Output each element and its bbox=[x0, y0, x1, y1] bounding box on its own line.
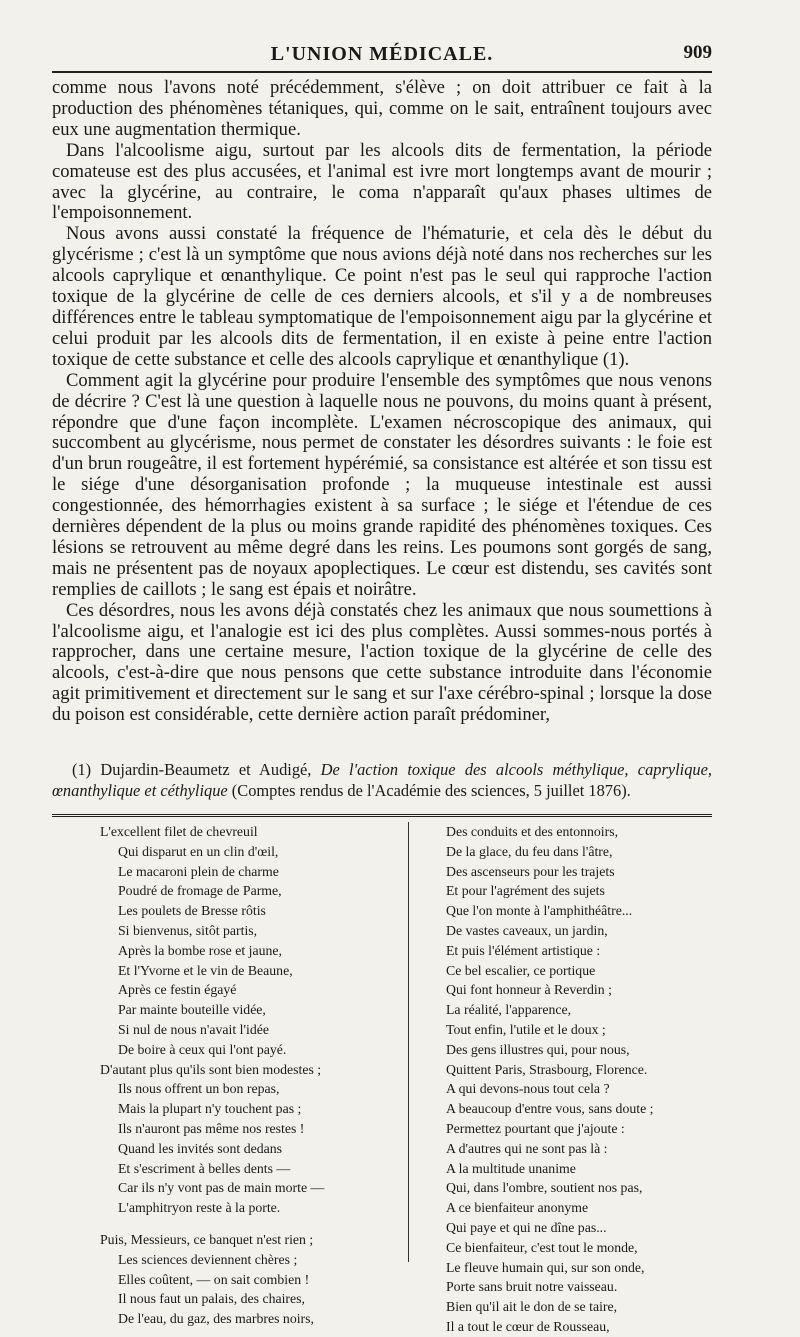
poem-line: Elles coûtent, — on sait combien ! bbox=[118, 1271, 310, 1287]
paragraph: Nous avons aussi constaté la fréquence de l'hématurie, et cela dès le début du glycérisme ; c'est là un symptôme que nous avions déjà noté dans nos recherches sur les alcools caprylique et œnanthylique. Ce point n'est pas le seul qui rapproche l'action toxique de la glycérine de celle de ces derniers alcools, et s'il y a de nombreuses différences entre le tableau symptomatique de l'empoisonnement aigu par la glycérine et celui produit par les alcools dits de fermentation, il en existe à peine entre l'action toxique de cette substance et celle des alcools caprylique et œnanthylique (1). bbox=[52, 223, 712, 370]
poem-line: Porte sans bruit notre vaisseau. bbox=[446, 1279, 618, 1295]
poem-line: La réalité, l'apparence, bbox=[446, 1002, 572, 1018]
poem-line: L'excellent filet de chevreuil bbox=[100, 824, 258, 839]
poem-line: Quand les invités sont dedans bbox=[118, 1140, 283, 1156]
poem-line: Le macaroni plein de charme bbox=[118, 863, 279, 879]
poem-line: Ce bel escalier, ce portique bbox=[446, 962, 596, 978]
poem-line: Et pour l'agrément des sujets bbox=[446, 883, 605, 899]
poem-line: De boire à ceux qui l'ont payé. bbox=[118, 1041, 287, 1057]
poem-right-column bbox=[446, 822, 653, 1337]
poem-line: A d'autres qui ne sont pas là : bbox=[446, 1140, 608, 1156]
poem-line: Quittent Paris, Strasbourg, Florence. bbox=[446, 1061, 648, 1077]
poem-line: Qui font honneur à Reverdin ; bbox=[446, 982, 612, 998]
poem-line: Mais la plupart n'y touchent pas ; bbox=[118, 1101, 302, 1117]
poem-line: A la multitude unanime bbox=[446, 1160, 576, 1176]
footnote-cited-title: De l'action toxique des alcools méthylique, caprylique, œnanthylique et céthylique bbox=[52, 760, 712, 800]
poem-line: Le fleuve humain qui, sur son onde, bbox=[446, 1259, 645, 1275]
poem-line: De vastes caveaux, un jardin, bbox=[446, 922, 608, 938]
poem-line: A beaucoup d'entre vous, sans doute ; bbox=[446, 1101, 654, 1117]
poem-left-column bbox=[100, 822, 324, 1329]
page-number: 909 bbox=[683, 42, 712, 63]
poem-line: Il a tout le cœur de Rousseau, bbox=[446, 1318, 610, 1334]
poem-line: Bien qu'il ait le don de se taire, bbox=[446, 1299, 618, 1315]
running-header bbox=[52, 40, 712, 68]
poem-line: Des ascenseurs pour les trajets bbox=[446, 863, 615, 879]
footnote-marker: (1) Dujardin-Beaumetz et Audigé, bbox=[72, 760, 312, 779]
poem-line: Des conduits et des entonnoirs, bbox=[446, 824, 619, 839]
poem-line: A ce bienfaiteur anonyme bbox=[446, 1200, 589, 1216]
poem-line: Après ce festin égayé bbox=[118, 982, 237, 998]
poem-line: Puis, Messieurs, ce banquet n'est rien ; bbox=[100, 1231, 314, 1247]
journal-title: L'UNION MÉDICALE. bbox=[270, 42, 494, 65]
poem-line: L'amphitryon reste à la porte. bbox=[118, 1200, 281, 1216]
poem-line: Qui paye et qui ne dîne pas... bbox=[446, 1219, 607, 1235]
poem-line: Il nous faut un palais, des chaires, bbox=[118, 1291, 305, 1307]
footnote bbox=[52, 760, 712, 801]
poem-line: Qui disparut en un clin d'œil, bbox=[118, 843, 279, 859]
poem-line: Ce bienfaiteur, c'est tout le monde, bbox=[446, 1239, 638, 1255]
stanza-break bbox=[100, 1218, 324, 1230]
poem-line: Par mainte bouteille vidée, bbox=[118, 1002, 266, 1018]
poem-line: Les poulets de Bresse rôtis bbox=[118, 903, 266, 919]
paragraph: Comment agit la glycérine pour produire l'ensemble des symptômes que nous venons de décrire ? C'est là une question à laquelle nous ne pouvons, du moins quant à présent, répondre que d'une façon incomplète. L'examen nécroscopique des animaux, qui succombent au glycérisme, nous permet de constater les désordres suivants : le foie est d'un brun rougeâtre, il est fortement hypérémié, sa consistance est altérée et son tissu est le siége d'une désorganisation profonde ; la muqueuse intestinale est aussi congestionnée, des hémorrhagies existent à sa surface ; le siége et l'étendue de ces dernières dépendent de la plus ou moins grande rapidité des phénomènes toxiques. Ces lésions se retrouvent au même degré dans les reins. Les poumons sont gorgés de sang, mais ne présentent pas de noyaux apoplectiques. Le cœur est distendu, ses cavités sont remplies de caillots ; le sang est épais et noirâtre. bbox=[52, 369, 712, 600]
main-article-text bbox=[52, 78, 712, 726]
header-rule bbox=[52, 71, 712, 73]
poem-line: Les sciences deviennent chères ; bbox=[118, 1251, 298, 1267]
poem-line: Permettez pourtant que j'ajoute : bbox=[446, 1120, 625, 1136]
poem-line: Que l'on monte à l'amphithéâtre... bbox=[446, 903, 633, 919]
poem-line: Après la bombe rose et jaune, bbox=[118, 942, 282, 958]
section-divider bbox=[52, 814, 712, 820]
poem-line: De la glace, du feu dans l'âtre, bbox=[446, 843, 613, 859]
poem-line: Et puis l'élément artistique : bbox=[446, 942, 601, 958]
poem-line: Tout enfin, l'utile et le doux ; bbox=[446, 1021, 606, 1037]
poem-line: Car ils n'y vont pas de main morte — bbox=[118, 1180, 325, 1196]
poem-line: Ils nous offrent un bon repas, bbox=[118, 1081, 280, 1097]
poem-line: Poudré de fromage de Parme, bbox=[118, 883, 282, 899]
paragraph: comme nous l'avons noté précédemment, s'élève ; on doit attribuer ce fait à la production des phénomènes tétaniques, qui, comme on le sait, entraînent toujours avec eux une augmentation thermique. bbox=[52, 77, 712, 140]
poem-line: Des gens illustres qui, pour nous, bbox=[446, 1041, 630, 1057]
poem-line: Si nul de nous n'avait l'idée bbox=[118, 1021, 269, 1037]
poem-line: Qui, dans l'ombre, soutient nos pas, bbox=[446, 1180, 643, 1196]
paragraph: Dans l'alcoolisme aigu, surtout par les alcools dits de fermentation, la période comateuse est des plus accusées, et l'animal est ivre mort longtemps avant de mourir ; avec la glycérine, au contraire, le coma n'apparaît qu'aux phases ultimes de l'empoisonnement. bbox=[52, 139, 712, 224]
poem-line: Et l'Yvorne et le vin de Beaune, bbox=[118, 962, 293, 978]
footnote-citation: (Comptes rendus de l'Académie des sciences, 5 juillet 1876). bbox=[231, 780, 631, 800]
poem-line: De l'eau, du gaz, des marbres noirs, bbox=[118, 1311, 314, 1327]
poem-line: Si bienvenus, sitôt partis, bbox=[118, 922, 258, 938]
poem-line: A qui devons-nous tout cela ? bbox=[446, 1081, 610, 1097]
column-divider bbox=[408, 822, 409, 1262]
paragraph: Ces désordres, nous les avons déjà constatés chez les animaux que nous soumettions à l'alcoolisme aigu, et l'analogie est ici des plus complètes. Aussi sommes-nous portés à rapprocher, dans une certaine mesure, l'action toxique de la glycérine de celle des alcools, c'est-à-dire que nous pensons que cette substance introduite dans l'économie agit primitivement et directement sur le sang et sur l'axe cérébro-spinal ; lorsque la dose du poison est considérable, cette dernière action paraît prédominer, bbox=[52, 599, 712, 726]
poem-line: Et s'escriment à belles dents — bbox=[118, 1160, 291, 1176]
poem-line: D'autant plus qu'ils sont bien modestes ; bbox=[100, 1061, 322, 1077]
poem-line: Ils n'auront pas même nos restes ! bbox=[118, 1120, 305, 1136]
